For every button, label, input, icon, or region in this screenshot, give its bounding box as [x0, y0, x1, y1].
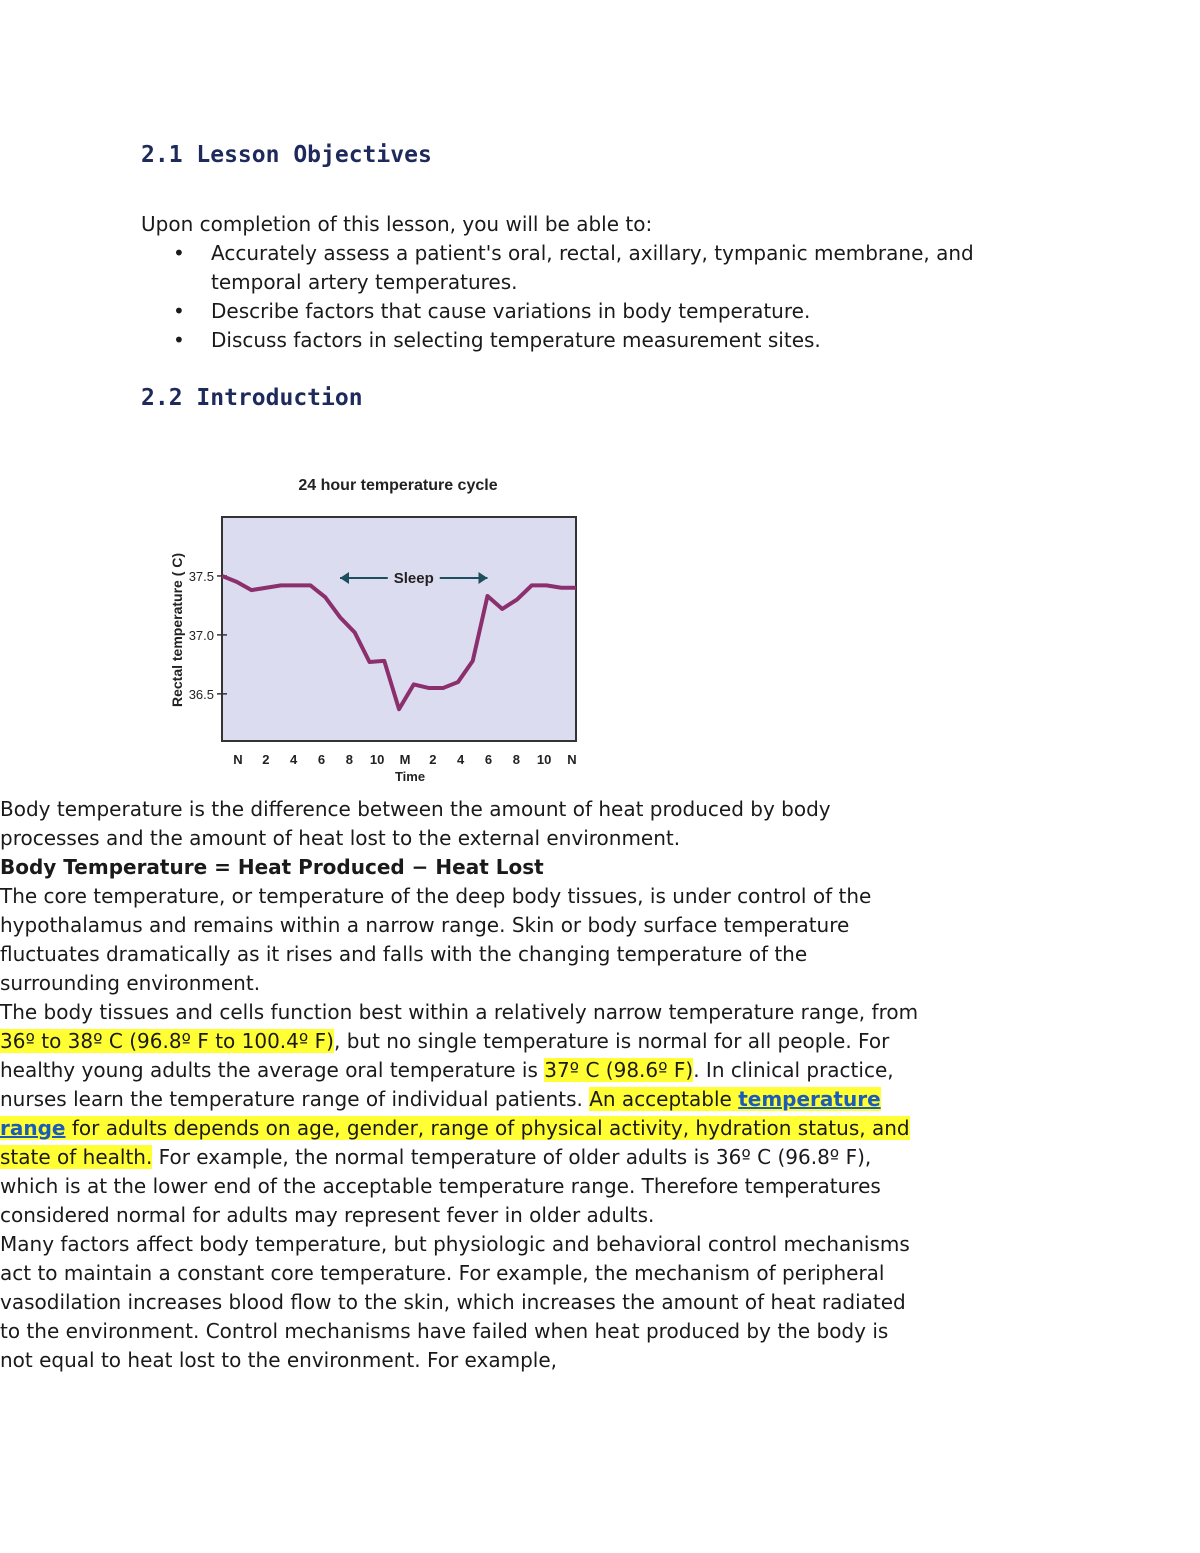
list-item: • Discuss factors in selecting temperature measurement sites. [141, 326, 1041, 355]
x-tick-label: 4 [457, 752, 465, 767]
y-tick-label: 36.5 [188, 686, 214, 702]
section-heading-introduction: 2.2 Introduction [141, 385, 363, 411]
bullet-icon: • [173, 328, 185, 352]
objectives-intro: Upon completion of this lesson, you will be able to: [141, 212, 653, 236]
highlight-range: 36º to 38º C (96.8º F to 100.4º F) [0, 1029, 334, 1053]
bullet-icon: • [173, 299, 185, 323]
section-heading-objectives: 2.1 Lesson Objectives [141, 142, 432, 168]
list-item: • Accurately assess a patient's oral, rectal, axillary, tympanic membrane, and temporal artery temperatures. [173, 241, 974, 294]
paragraph: Body temperature is the difference between the amount of heat produced by body processes and the amount of heat lost to the external environment. [0, 797, 831, 850]
x-tick-label: 10 [369, 752, 385, 767]
x-tick-label: 2 [429, 752, 437, 767]
sleep-label: Sleep [393, 569, 434, 587]
y-axis-label: Rectal temperature ( C) [169, 552, 185, 708]
x-tick-label: 2 [262, 752, 270, 767]
temperature-range-link[interactable]: temperature range [0, 1087, 881, 1140]
paragraph: The body tissues and cells function best within a relatively narrow temperature range, from 36º to 38º C (96.8º F to 100.4º F), but no single temperature is normal for all people. For healthy young adults the average oral temperature is 37º C (98.6º F). In clinical practice, nurses learn the temperature range of individual patients. An acceptable temperature range for adults depends on age, gender, range of physical activity, hydration status, and state of health. For example, the normal temperature of older adults is 36º C (96.8º F), which is at the lower end of the acceptable temperature range. Therefore temperatures considered normal for adults may represent fever in older adults. [0, 1000, 919, 1227]
x-tick-label: N [233, 752, 243, 767]
x-axis-label: Time [394, 769, 426, 784]
x-tick-label: 8 [512, 752, 520, 767]
paragraph: The core temperature, or temperature of the deep body tissues, is under control of the hypothalamus and remains within a narrow range. Skin or body surface temperature fluctuates dramatically as it rises and falls with the changing temperature of the surrounding environment. [0, 884, 872, 995]
highlight-acceptable: An acceptable temperature range for adults depends on age, gender, range of physical activity, hydration status, and state of health. [0, 1087, 910, 1169]
list-item: • Describe factors that cause variations in body temperature. [141, 297, 1041, 326]
y-tick-label: 37.5 [188, 568, 214, 584]
x-tick-label: 4 [290, 752, 298, 767]
x-axis-ticks [233, 752, 576, 767]
highlight-average: 37º C (98.6º F) [544, 1058, 694, 1082]
bullet-icon: • [173, 241, 185, 265]
x-tick-label: 6 [317, 752, 326, 767]
paragraph: Many factors affect body temperature, but physiologic and behavioral control mechanisms act to maintain a constant core temperature. For example, the mechanism of peripheral vasodilation increases blood flow to the skin, which increases the amount of heat radiated to the environment. Control mechanisms have failed when heat produced by the body is not equal to heat lost to the environment. For example, [0, 1232, 910, 1372]
x-tick-label: M [399, 752, 411, 767]
x-tick-label: N [567, 752, 577, 767]
chart-title: 24 hour temperature cycle [298, 477, 498, 494]
temperature-cycle-chart [160, 470, 590, 790]
x-tick-label: 6 [484, 752, 493, 767]
y-tick-label: 37.0 [188, 627, 214, 643]
body-temperature-formula: Body Temperature = Heat Produced − Heat Lost [0, 855, 544, 879]
x-tick-label: 8 [345, 752, 353, 767]
x-tick-label: 10 [536, 752, 552, 767]
objectives-list [141, 239, 1041, 355]
intro-body [0, 795, 920, 1375]
